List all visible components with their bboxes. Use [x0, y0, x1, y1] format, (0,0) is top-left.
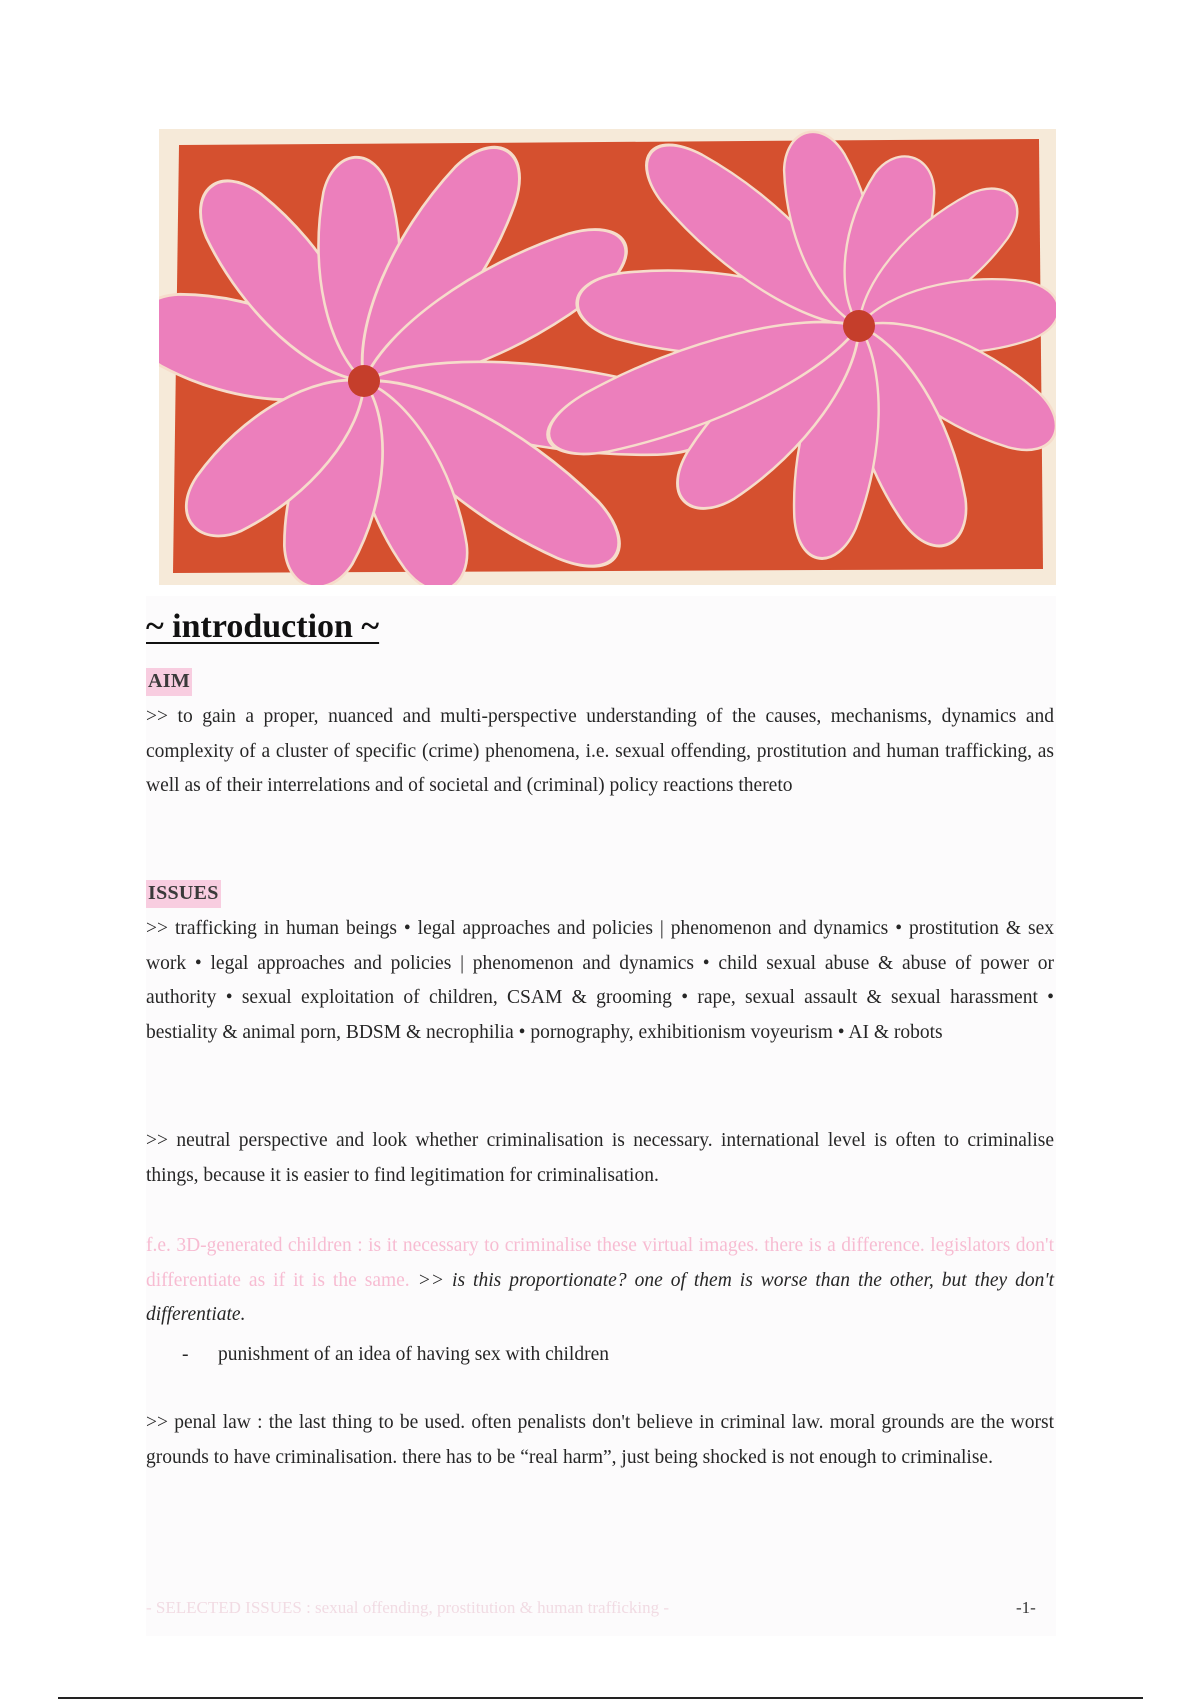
bullet-text: punishment of an idea of having sex with children	[218, 1344, 609, 1365]
pink-flowers-illustration	[159, 129, 1056, 585]
page-number: -1-	[1016, 1598, 1036, 1617]
example-italic-text: >> is this proportionate? one of them is worse than the other, but they don't differentiate.	[146, 1269, 1054, 1325]
bottom-rule	[58, 1697, 1143, 1699]
footer-title: - SELECTED ISSUES : sexual offending, prostitution & human trafficking -	[146, 1598, 670, 1617]
example-faded-text: f.e. 3D-generated children : is it necessary to criminalise these virtual images. there is a difference. legislators don't differentiate as if it is the same.	[146, 1235, 1054, 1291]
example-paragraph	[146, 1229, 1054, 1333]
page-title: ~ introduction ~	[146, 608, 380, 645]
bullet-dash: -	[182, 1344, 189, 1365]
issues-text: >> trafficking in human beings • legal approaches and policies | phenomenon and dynamics • prostitution & sex work • legal approaches and policies | phenomenon and dynamics • child sexual abuse & abuse of power or authority • sexual exploitation of children, CSAM & grooming • rape, sexual assault & sexual harassment • bestiality & animal porn, BDSM & necrophilia • pornography, exhibitionism voyeurism • AI & robots	[146, 918, 1054, 1043]
aim-label: AIM	[146, 668, 192, 696]
example-bullet	[182, 1338, 609, 1372]
issues-label: ISSUES	[146, 880, 221, 908]
penal-law-text: >> penal law : the last thing to be used. often penalists don't believe in criminal law. moral grounds are the worst grounds to have criminalisation. there has to be “real harm”, just being shocked is not enough to criminalise.	[146, 1412, 1054, 1468]
aim-text: >> to gain a proper, nuanced and multi-perspective understanding of the causes, mechanisms, dynamics and complexity of a cluster of specific (crime) phenomena, i.e. sexual offending, prostitution and human trafficking, as well as of their interrelations and of societal and (criminal) policy reactions thereto	[146, 706, 1054, 796]
neutral-perspective-text: >> neutral perspective and look whether criminalisation is necessary. international level is often to criminalise things, because it is easier to find legitimation for criminalisation.	[146, 1130, 1054, 1186]
